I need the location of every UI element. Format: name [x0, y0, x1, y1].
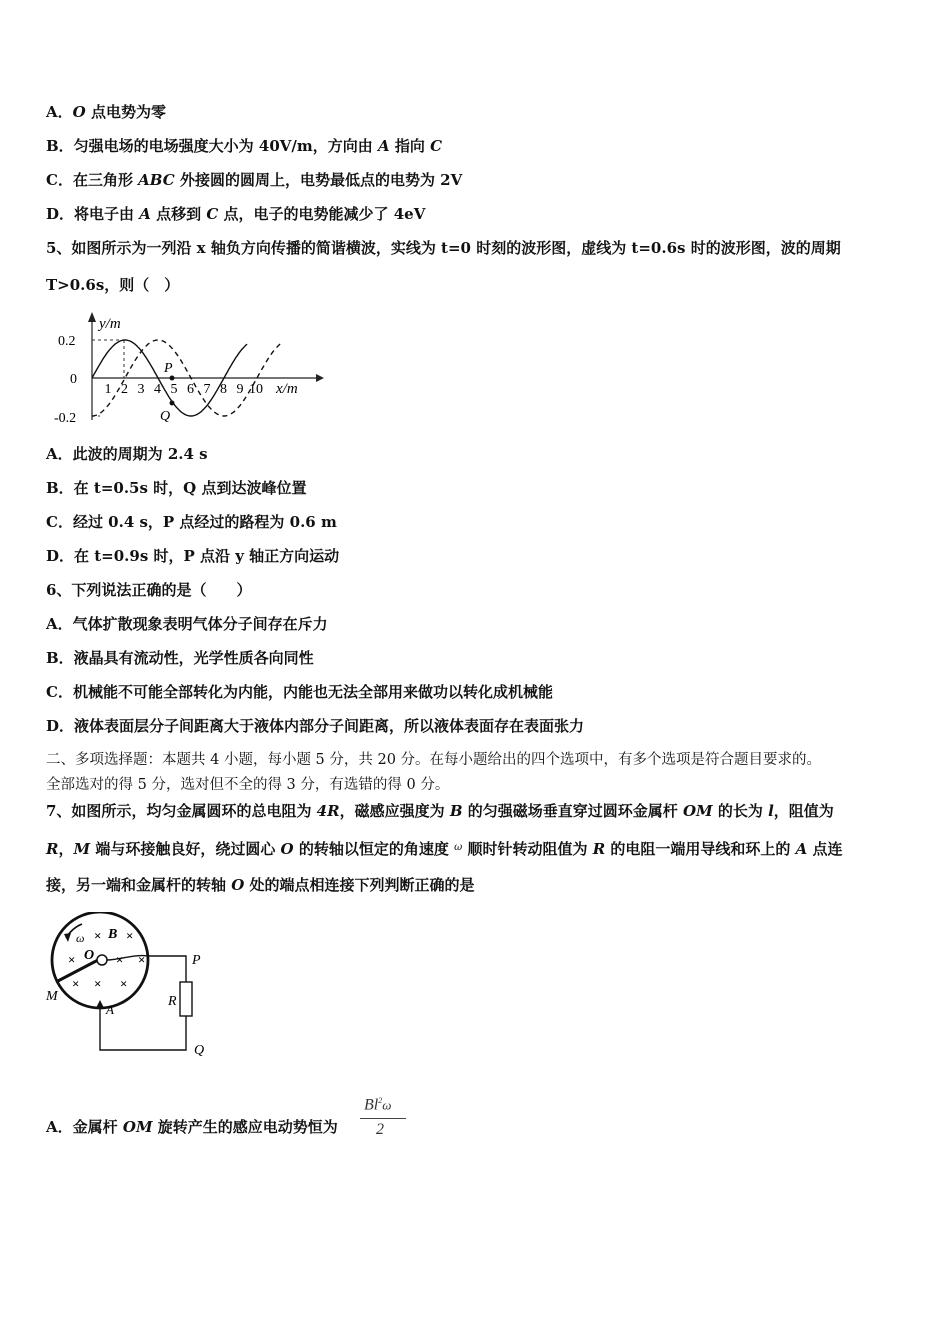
q4-b-text: B．匀强电场的电场强度大小为 40V/m，方向由: [46, 137, 378, 155]
q7-a-text2: 旋转产生的感应电动势恒为: [152, 1118, 338, 1136]
x-tick-6: 6: [187, 382, 194, 397]
field-cross-icon: ×: [138, 952, 146, 967]
y-axis-arrow: [88, 312, 96, 322]
formula-bl: Bl: [364, 1096, 379, 1114]
x-axis-arrow: [316, 374, 324, 382]
x-tick-3: 3: [137, 382, 145, 397]
x-tick-5: 5: [170, 382, 178, 397]
q7-l2-d: 的电阻一端用导线和环上的: [605, 840, 796, 858]
q7-l2-e: 点连: [807, 840, 843, 858]
q7-l2-avar: A: [795, 840, 808, 858]
q7-line1: [46, 801, 834, 821]
field-cross-icon: ×: [126, 928, 134, 943]
q5-option-d: D．在 t=0.9s 时，P 点沿 y 轴正方向运动: [46, 547, 340, 565]
q7-l1-om: OM: [682, 802, 713, 820]
q5-option-c: C．经过 0.4 s，P 点经过的路程为 0.6 m: [46, 513, 337, 531]
x-tick-1: 1: [104, 382, 112, 397]
point-p-label: P: [192, 953, 201, 968]
q7-a-text: A．金属杆: [46, 1118, 123, 1136]
q4-b-var-a: A: [378, 137, 390, 155]
y-axis-label: y/m: [99, 316, 121, 332]
q7-l2-b: 的转轴以恒定的角速度: [293, 840, 455, 858]
q7-l2-comma: ，: [58, 840, 74, 858]
q6-option-b: B．液晶具有流动性，光学性质各向同性: [46, 649, 314, 667]
q4-b-var-c: C: [430, 137, 443, 155]
x-tick-labels: [105, 382, 264, 397]
q6-option-c: C．机械能不可能全部转化为内能，内能也无法全部用来做功以转化成机械能: [46, 683, 553, 701]
q7-l1-d: 的长为: [712, 802, 769, 820]
q6-option-d: D．液体表面层分子间距离大于液体内部分子间距离，所以液体表面存在表面张力: [46, 717, 585, 735]
q5-option-b: B．在 t=0.5s 时，Q 点到达波峰位置: [46, 479, 307, 497]
q4-d-text3: 点，电子的电势能减少了 4eV: [218, 205, 426, 223]
point-q-label: Q: [194, 1043, 205, 1058]
x-tick-7: 7: [203, 382, 211, 397]
q4-option-c: [46, 170, 462, 190]
circuit-diagram: [44, 912, 214, 1062]
q6-stem: 6、下列说法正确的是（ ）: [46, 581, 252, 599]
q7-l1-b: ，磁感应强度为: [339, 802, 450, 820]
q7-l3-a: 接，另一端和金属杆的转轴: [46, 876, 232, 894]
point-p-dot: [170, 376, 175, 381]
q7-line3: [46, 875, 475, 895]
emf-formula: [360, 1094, 406, 1144]
x-tick-4: 4: [154, 382, 161, 397]
q7-l1-c: 的匀强磁场垂直穿过圆环金属杆: [462, 802, 683, 820]
point-a-label: A: [106, 1002, 114, 1017]
field-cross-icon: ×: [94, 928, 102, 943]
q7-l2-c: 顺时针转动阻值为: [462, 840, 593, 858]
point-q-dot: [170, 401, 175, 406]
y-tick-0.2: 0.2: [58, 334, 76, 349]
field-cross-icon: ×: [120, 976, 128, 991]
resistor-label: R: [168, 994, 177, 1009]
contact-a-arrow: [96, 1000, 104, 1008]
resistor-r: [180, 982, 192, 1016]
q7-l1-a: 7、如图所示，均匀金属圆环的总电阻为: [46, 802, 317, 820]
field-cross-icon: ×: [72, 976, 80, 991]
x-tick-8: 8: [220, 382, 227, 397]
q7-option-a: [46, 1117, 338, 1137]
q6-option-a: A．气体扩散现象表明气体分子间存在斥力: [46, 615, 328, 633]
q4-option-a: [46, 102, 166, 122]
q4-d-text: D．将电子由: [46, 205, 140, 223]
formula-omega: ω: [382, 1097, 392, 1113]
q7-l3-b: 处的端点相连接下列判断正确的是: [244, 876, 475, 894]
q4-b-text2: 指向: [389, 137, 431, 155]
q7-l1-bvar: B: [449, 802, 463, 820]
q7-l2-r2: R: [592, 840, 606, 858]
q4-c-var: ABC: [138, 171, 175, 189]
q7-line2: [46, 838, 842, 859]
q4-c-text2: 外接圆的圆周上，电势最低点的电势为 2V: [174, 171, 463, 189]
point-p-label: P: [164, 361, 173, 376]
q7-l1-e: ，阻值为: [773, 802, 834, 820]
q7-l2-r: R: [46, 840, 59, 858]
center-o-label: O: [84, 948, 95, 963]
wave-graph: [44, 310, 324, 428]
y-tick-0: 0: [70, 372, 77, 387]
q7-circuit-figure: [44, 912, 214, 1062]
q4-d-text2: 点移到: [150, 205, 207, 223]
field-cross-icon: ×: [116, 952, 124, 967]
q7-l1-4r: 4R: [316, 802, 340, 820]
q7-a-om: OM: [122, 1118, 153, 1136]
q4-a-text: 点电势为零: [85, 103, 166, 121]
x-tick-2: 2: [121, 382, 128, 397]
formula-numerator: [364, 1096, 391, 1114]
q4-a-var: O: [72, 103, 86, 121]
end-m-label: M: [46, 989, 58, 1004]
q5-stem-line2: T>0.6s，则（ ）: [46, 276, 180, 294]
q7-l3-o: O: [231, 876, 245, 894]
x-tick-9: 9: [236, 382, 244, 397]
q4-option-d: [46, 204, 425, 224]
formula-fraction-bar: [360, 1118, 406, 1119]
y-tick-neg0.2: -0.2: [54, 411, 77, 426]
section2-line1: 二、多项选择题：本题共 4 小题，每小题 5 分，共 20 分。在每小题给出的四个选项中，有多个选项是符合题目要求的。: [46, 752, 822, 768]
q5-wave-figure: [44, 310, 324, 428]
formula-denominator: 2: [376, 1121, 384, 1138]
q4-a-prefix: A．: [46, 103, 73, 121]
rotation-arrow-icon: [64, 933, 71, 942]
q7-l2-m: M: [73, 840, 91, 858]
q4-option-b: [46, 136, 442, 156]
omega-label: ω: [76, 931, 85, 945]
q5-option-a: A．此波的周期为 2.4 s: [46, 445, 208, 463]
section2-line2: 全部选对的得 5 分，选对但不全的得 3 分，有选错的得 0 分。: [46, 777, 450, 793]
field-b-label: B: [108, 927, 118, 942]
q7-l2-a: 端与环接触良好，绕过圆心: [90, 840, 281, 858]
q4-d-var-a: A: [139, 205, 151, 223]
x-axis-label: x/m: [276, 381, 298, 397]
q7-l2-o: O: [280, 840, 294, 858]
x-tick-10: 10: [249, 382, 263, 397]
q4-c-text: C．在三角形: [46, 171, 139, 189]
q4-d-var-c: C: [206, 205, 219, 223]
q7-l2-omega: ω: [454, 842, 463, 853]
q5-stem-line1: 5、如图所示为一列沿 x 轴负方向传播的简谐横波，实线为 t=0 时刻的波形图，虚线为 t=0.6s 时的波形图，波的周期: [46, 239, 841, 257]
point-q-label: Q: [160, 409, 171, 424]
pivot-o: [97, 955, 107, 965]
field-cross-icon: ×: [68, 952, 76, 967]
q7-l1-l: l: [768, 802, 774, 820]
field-cross-icon: ×: [94, 976, 102, 991]
formula-power: 2: [378, 1096, 383, 1105]
